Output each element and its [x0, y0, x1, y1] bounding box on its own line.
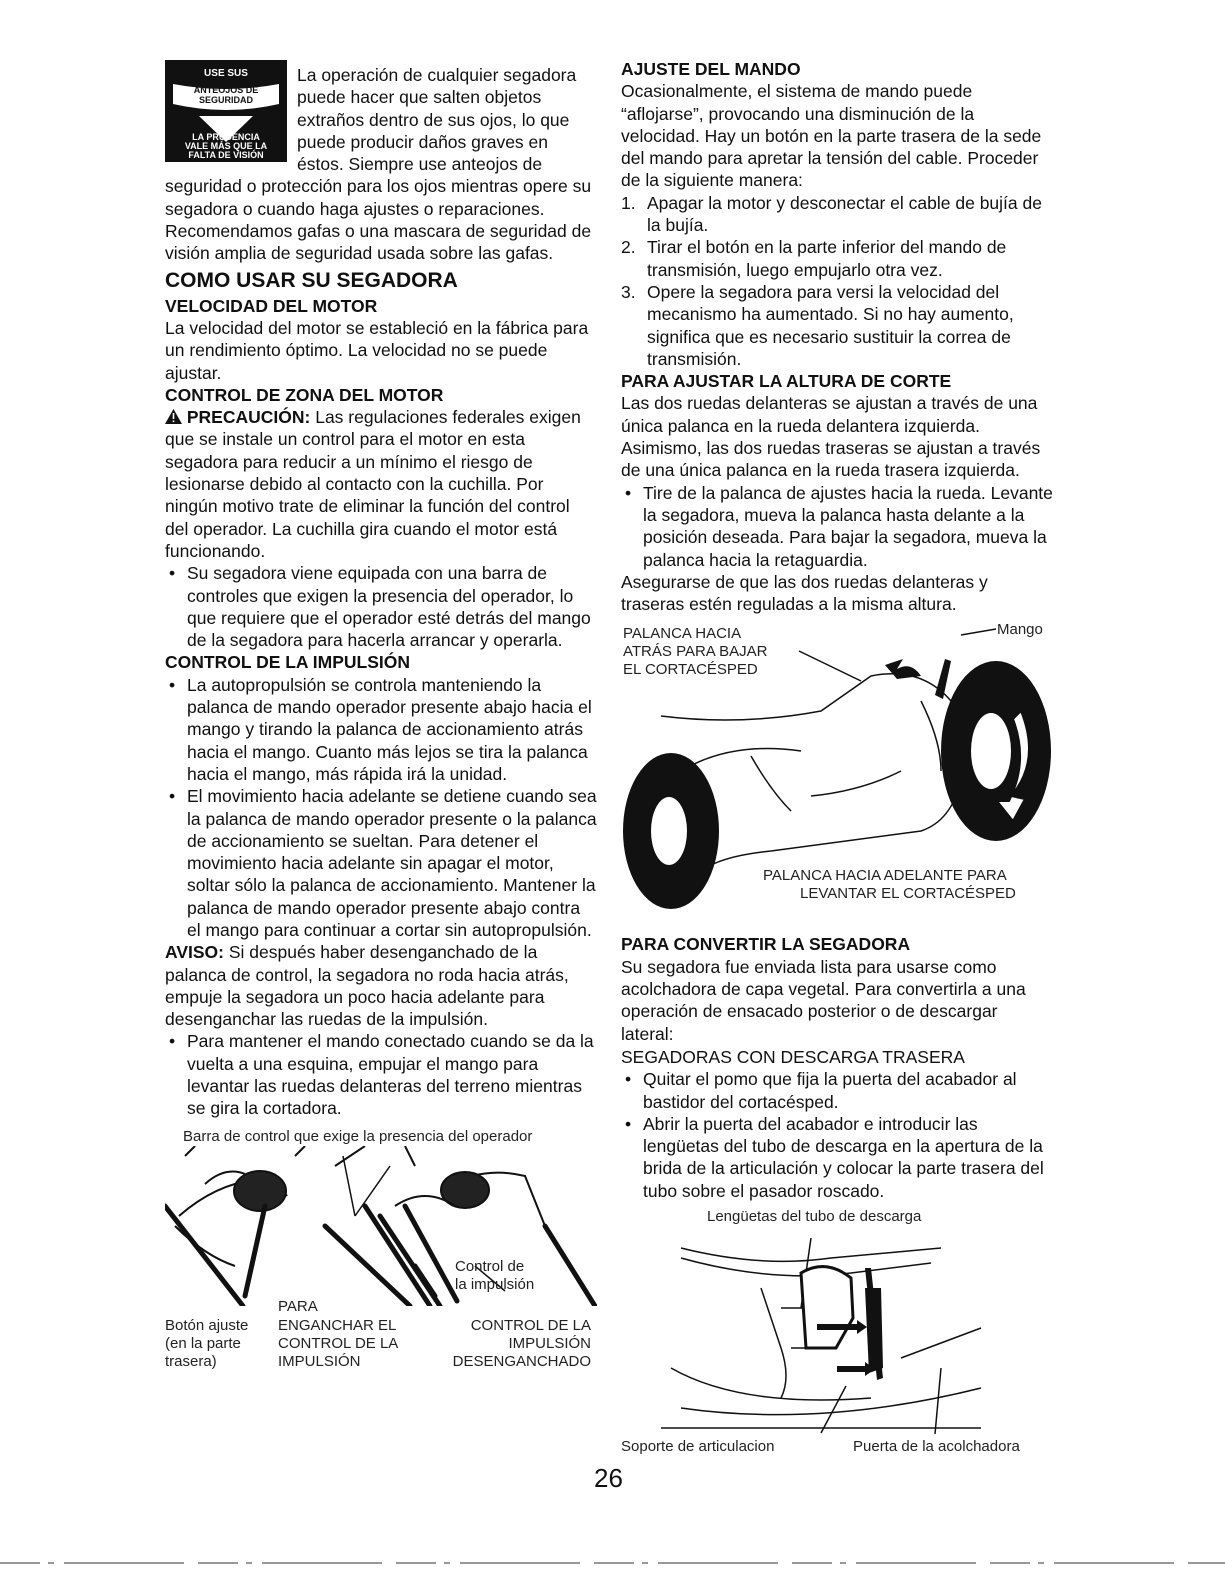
notice-list [165, 1030, 597, 1119]
caution-paragraph [165, 406, 597, 562]
list-item: • Quitar el pomo que fija la puerta del acabador al bastidor del cortacésped. [621, 1068, 1053, 1113]
bottom2-line1: ENGANCHAR EL [278, 1316, 397, 1334]
left-column [165, 58, 597, 1378]
bottom1-line1: Botón ajuste [165, 1316, 249, 1334]
zone-list [165, 562, 597, 651]
back-label-1: PALANCA HACIA [623, 625, 742, 643]
step-number: 2. [621, 237, 636, 258]
cutting-height-figure [621, 621, 1053, 933]
list-item: • Tire de la palanca de ajustes hacia la rueda. Levante la segadora, mueva la palanca hasta delante a la posición deseada. Para bajar la segadora, mueva la palanca hacia la retaguardia. [621, 482, 1053, 571]
chute-illustration [621, 1228, 1053, 1448]
badge-line4: LA PRUDENCIA [192, 132, 260, 142]
notice-text: Si después haber desenganchado de la palanca de control, la segadora no roda hacia atrás, empuje la segadora un poco hacia adelante para desenganchar las ruedas de la impulsión. [165, 942, 569, 1030]
step-text: Apagar la motor y desconectar el cable de bujía de la bujía. [647, 192, 1042, 236]
safety-glasses-badge [165, 60, 287, 162]
convert-text: Su segadora fue enviada lista para usarse como acolchadora de capa vegetal. Para convertirla a una operación de ensacado posterior o de descargar lateral: [621, 956, 1026, 1044]
step-number: 1. [621, 192, 636, 213]
notice-label: AVISO: [165, 942, 224, 963]
bottom3-line1: CONTROL DE LA [470, 1316, 591, 1334]
drive-heading: CONTROL DE LA IMPULSIÓN [165, 652, 410, 673]
badge-line1: USE SUS [204, 68, 248, 79]
bottom1-line3: trasera) [165, 1352, 217, 1370]
badge-line2: ANTEOJOS DE [193, 85, 259, 95]
control-bar-figure [165, 1128, 597, 1378]
height-text-2: Asegurarse de que las dos ruedas delanteras y traseras estén reguladas a la misma altura. [621, 571, 988, 615]
rear-heading: SEGADORAS CON DESCARGA TRASERA [621, 1046, 965, 1067]
main-heading: COMO USAR SU SEGADORA [165, 268, 458, 292]
list-item [621, 192, 1053, 237]
figure-label-top: Barra de control que exige la presencia del operador [183, 1127, 533, 1145]
handle-label: Mango [997, 621, 1043, 639]
bottom2-line2: CONTROL DE LA [278, 1334, 399, 1352]
convert-heading: PARA CONVERTIR LA SEGADORA [621, 934, 911, 955]
badge-line5: VALE MÁS QUE LA [184, 141, 268, 151]
rear-list [621, 1068, 1053, 1202]
list-item: • Su segadora viene equipada con una barra de controles que exigen la presencia del operador, lo que requiere que el operador esté detrás del mango de la segadora para hacerla arrancar y operarla. [165, 562, 597, 651]
list-item: • Para mantener el mando conectado cuando se da la vuelta a una esquina, empujar el mango para levantar las ruedas delanteras del terreno mientras se gira la cortadora. [165, 1030, 597, 1119]
back-label-3: EL CORTACÉSPED [623, 661, 758, 679]
bottom2-line3: IMPULSIÓN [278, 1352, 361, 1370]
zone-heading: CONTROL DE ZONA DEL MOTOR [165, 384, 444, 405]
intro-text: La operación de cualquier segadora puede hacer que salten objetos extraños dentro de sus ojos, lo que puede producir daños graves en éstos. Siempre use anteojos de seguridad o protección para los ojos mientras opere su segadora o cuando haga ajustes o reparaciones. Recomendamos gafas o una mascara de seguridad de visión amplia de seguridad usada sobre las gafas. [165, 65, 592, 264]
door-label: Puerta de la acolchadora [853, 1437, 1020, 1455]
control-label-2: la impulsión [455, 1275, 535, 1293]
control-label-1: Control de [455, 1257, 525, 1275]
height-heading: PARA AJUSTAR LA ALTURA DE CORTE [621, 371, 952, 392]
right-column [621, 58, 1053, 1470]
notice-paragraph [165, 941, 597, 1030]
page-number: 26 [594, 1463, 623, 1493]
scan-edge-line [0, 1561, 1225, 1565]
step-number: 3. [621, 281, 636, 302]
drive-list [165, 674, 597, 942]
bottom3-line2: IMPULSIÓN [508, 1334, 591, 1352]
speed-heading: VELOCIDAD DEL MOTOR [165, 295, 378, 316]
bracket-label: Soporte de articulacion [621, 1437, 775, 1455]
list-item: • Abrir la puerta del acabador e introducir las lengüetas del tubo de descarga en la apertura de la brida de la articulación y colocar la parte trasera del tubo sobre el pasador roscado. [621, 1113, 1053, 1202]
steps-list [621, 192, 1053, 370]
list-item [621, 236, 1053, 281]
badge-line6: FALTA DE VISIÓN [188, 150, 264, 160]
list-item [621, 281, 1053, 370]
caution-text: Las regulaciones federales exigen que se instale un control para el motor en esta segadora para reducir a un mínimo el riesgo de lesionarse debido al contacto con la cuchilla. Por ningún motivo trate de eliminar la función del control del operador. La cuchilla gira cuando el motor está funcionando. [165, 407, 581, 561]
bottom1-line2: (en la parte [165, 1334, 241, 1352]
back-label-2: ATRÁS PARA BAJAR [623, 643, 768, 661]
list-item: • El movimiento hacia adelante se detiene cuando sea la palanca de mando operador presente o la palanca de accionamiento se sueltan. Para detener el movimiento hacia adelante sin apagar el motor, soltar sólo la palanca de accionamiento. Mantener la palanca de mando operador presente abajo contra el mango para continuar a cortar sin autopropulsión. [165, 785, 597, 941]
height-list [621, 482, 1053, 571]
height-text: Las dos ruedas delanteras se ajustan a través de una única palanca en la rueda delantera izquierda. Asimismo, las dos ruedas traseras se ajustan a través de una única palanca en la rueda trasera izquierda. [621, 393, 1041, 481]
caution-label: PRECAUCIÓN: [186, 407, 311, 428]
front-label-1: PALANCA HACIA ADELANTE PARA [763, 867, 1007, 885]
adjust-heading: AJUSTE DEL MANDO [621, 59, 801, 79]
speed-text: La velocidad del motor se estableció en la fábrica para un rendimiento óptimo. La velocidad no se puede ajustar. [165, 317, 589, 383]
para-label: PARA [278, 1297, 318, 1315]
step-text: Tirar el botón en la parte inferior del mando de transmisión, luego empujarlo otra vez. [647, 237, 1007, 280]
warning-icon [165, 409, 182, 424]
tabs-label: Lengüetas del tubo de descarga [707, 1207, 922, 1225]
step-text: Opere la segadora para versi la velocidad del mecanismo ha aumentado. Si no hay aumento, significa que es necesario sustituir la correa de transmisión. [647, 281, 1014, 369]
adjust-text: Ocasionalmente, el sistema de mando puede “aflojarse”, provocando una disminución de la velocidad. Hay un botón en la parte trasera de la sede del mando para apretar la tensión del cable. Proceder de la siguiente manera: [621, 81, 1042, 191]
badge-line3: SEGURIDAD [198, 95, 254, 105]
discharge-chute-figure [621, 1208, 1053, 1470]
front-label-2: LEVANTAR EL CORTACÉSPED [800, 885, 1016, 903]
bottom3-line3: DESENGANCHADO [452, 1352, 591, 1370]
list-item: • La autopropulsión se controla manteniendo la palanca de mando operador presente abajo hacia el mango y tirando la palanca de accionamiento atrás hacia el mango. Cuanto más lejos se tira la palanca hacia el mango, más rápida irá la unidad. [165, 674, 597, 785]
